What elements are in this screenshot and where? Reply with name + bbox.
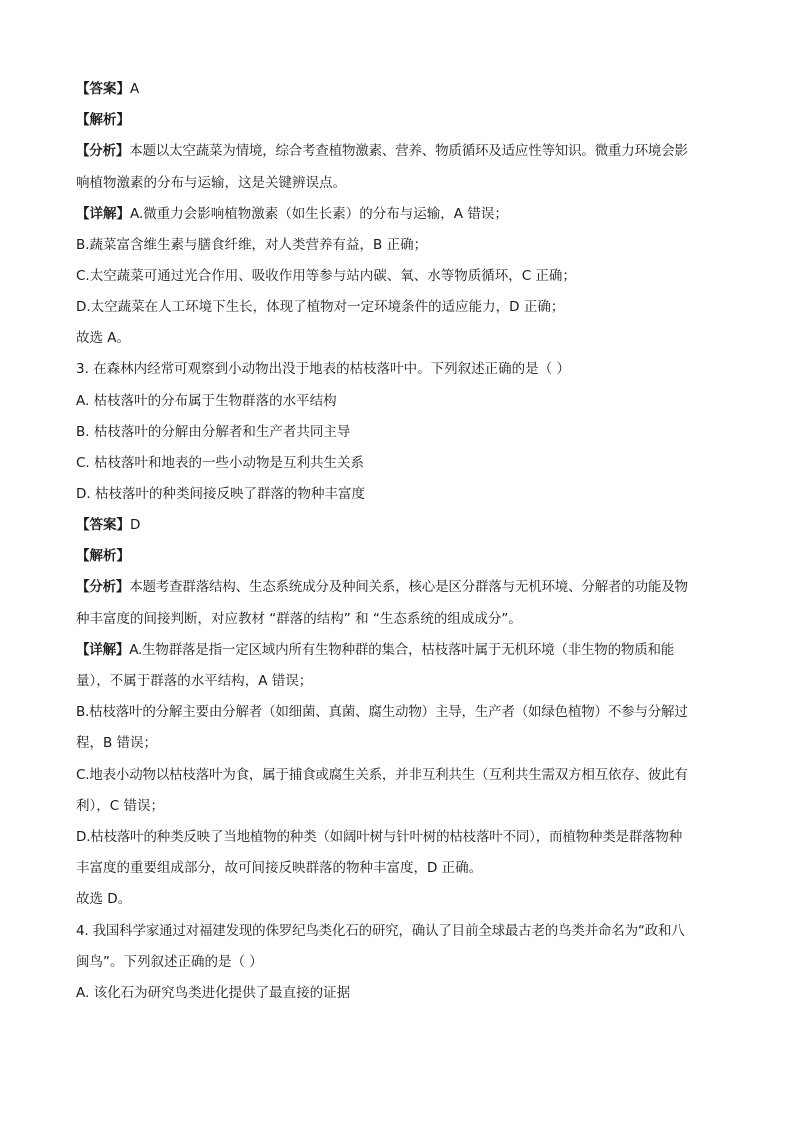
fenxi-text: 本题考查群落结构、生态系统成分及种间关系，核心是区分群落与无机环境、分解者的功能及物: [129, 579, 688, 595]
q3-xiangjie-b1: B.枯枝落叶的分解主要由分解者（如细菌、真菌、腐生动物）主导，生产者（如绿色植物）不参与分解过: [76, 704, 688, 720]
answer-tag: 【答案】: [76, 81, 130, 97]
q3-analysis-heading: [76, 547, 726, 565]
q2-fenxi-line-1: [76, 142, 726, 160]
answer-value: D: [130, 517, 141, 533]
fenxi-tag: 【分析】: [76, 143, 130, 159]
xiangjie-text: A.生物群落是指一定区域内所有生物种群的集合，枯枝落叶属于无机环境（非生物的物质和能: [129, 642, 675, 658]
q3-fenxi-line-2: 种丰富度的间接判断，对应教材 “群落的结构” 和 “生态系统的组成成分”。: [76, 611, 522, 627]
q2-xiangjie-d: D.太空蔬菜在人工环境下生长，体现了植物对一定环境条件的适应能力，D 正确；: [76, 299, 565, 315]
q2-xiangjie-a: [76, 205, 726, 223]
answer-tag: 【答案】: [76, 517, 130, 533]
fenxi-text: 本题以太空蔬菜为情境，综合考查植物激素、营养、物质循环及适应性等知识。微重力环境会影: [129, 143, 688, 159]
xiangjie-tag: 【详解】: [76, 206, 130, 222]
q3-xiangjie-c1: C.地表小动物以枯枝落叶为食，属于捕食或腐生关系，并非互利共生（互利共生需双方相互依存、彼此有: [76, 767, 688, 783]
q3-fenxi-line-1: [76, 578, 726, 596]
q2-analysis-heading: [76, 111, 726, 129]
xiangjie-tag: 【详解】: [76, 642, 130, 658]
q3-stem: 3. 在森林内经常可观察到小动物出没于地表的枯枝落叶中。下列叙述正确的是（ ）: [76, 361, 570, 377]
fenxi-tag: 【分析】: [76, 579, 130, 595]
q3-option-d: D. 枯枝落叶的种类间接反映了群落的物种丰富度: [76, 486, 365, 502]
answer-value: A: [130, 81, 140, 97]
q3-answer-line: [76, 516, 726, 534]
analysis-tag: 【解析】: [76, 548, 130, 564]
q4-stem-line-1: 4. 我国科学家通过对福建发现的侏罗纪鸟类化石的研究，确认了目前全球最古老的鸟类并命名为“政和八: [76, 923, 685, 939]
q3-conclusion: 故选 D。: [76, 891, 132, 907]
q4-option-a: A. 该化石为研究鸟类进化提供了最直接的证据: [76, 985, 351, 1001]
q3-xiangjie-b2: 程，B 错误；: [76, 735, 158, 751]
q3-xiangjie-a1: [76, 641, 726, 659]
xiangjie-text: A.微重力会影响植物激素（如生长素）的分布与运输，A 错误；: [130, 206, 508, 222]
q3-xiangjie-a2: 量），不属于群落的水平结构，A 错误；: [76, 673, 313, 689]
analysis-tag: 【解析】: [76, 112, 130, 128]
q2-fenxi-line-2: 响植物激素的分布与运输，这是关键辨误点。: [76, 175, 346, 191]
q2-xiangjie-c: C.太空蔬菜可通过光合作用、吸收作用等参与站内碳、氧、水等物质循环，C 正确；: [76, 268, 576, 284]
q3-xiangjie-d1: D.枯枝落叶的种类反映了当地植物的种类（如阔叶树与针叶树的枯枝落叶不同），而植物种类是群落物种: [76, 829, 683, 845]
q3-option-c: C. 枯枝落叶和地表的一些小动物是互利共生关系: [76, 455, 365, 471]
q2-xiangjie-b: B.蔬菜富含维生素与膳食纤维，对人类营养有益，B 正确；: [76, 237, 428, 253]
q3-option-a: A. 枯枝落叶的分布属于生物群落的水平结构: [76, 393, 337, 409]
q3-xiangjie-d2: 丰富度的重要组成部分，故可间接反映群落的物种丰富度，D 正确。: [76, 860, 483, 876]
q3-xiangjie-c2: 利），C 错误；: [76, 798, 164, 814]
q4-stem-line-2: 闽鸟”。下列叙述正确的是（ ）: [76, 954, 263, 970]
q2-conclusion: 故选 A。: [76, 330, 131, 346]
q3-option-b: B. 枯枝落叶的分解由分解者和生产者共同主导: [76, 424, 351, 440]
q2-answer-line: [76, 80, 726, 98]
